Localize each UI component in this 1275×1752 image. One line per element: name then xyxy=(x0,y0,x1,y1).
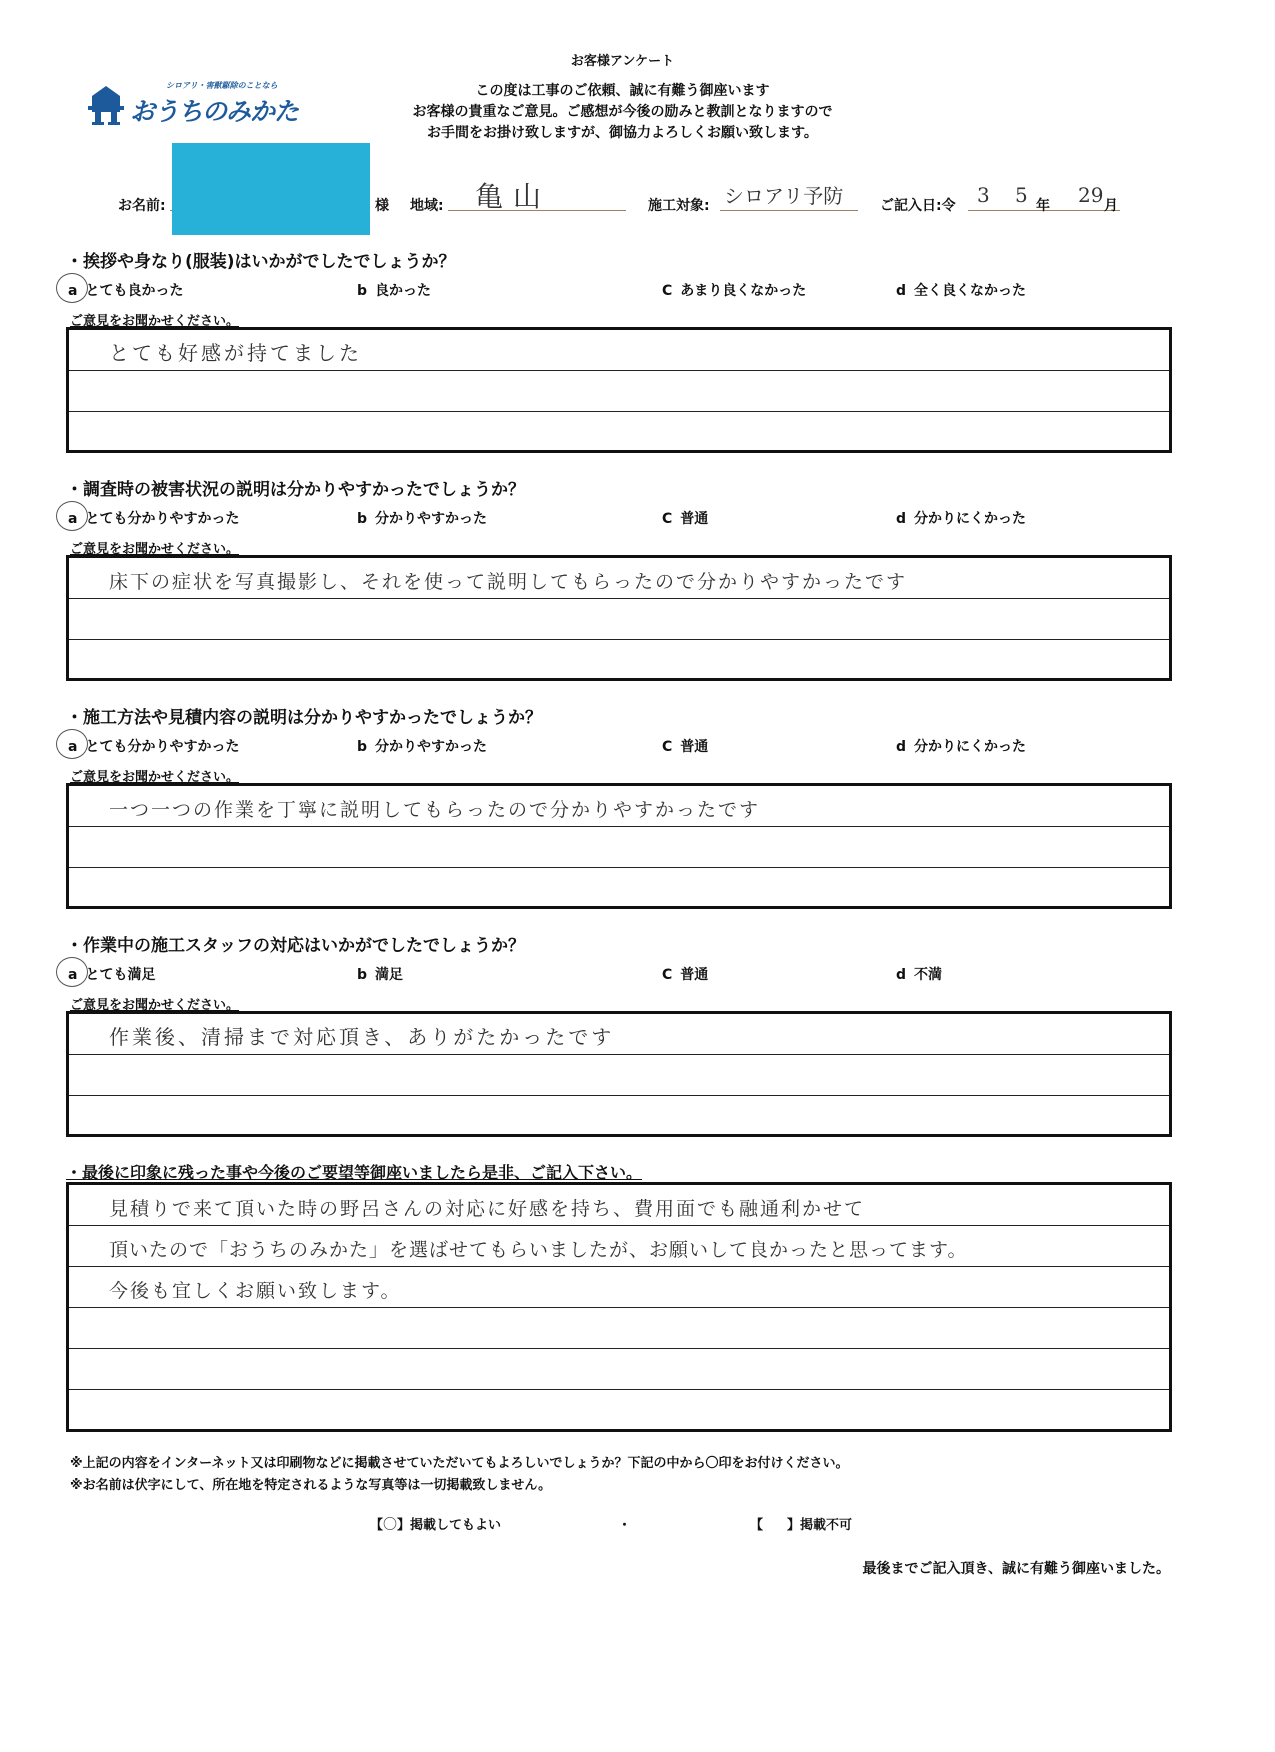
consent-yes-mark: 〇 xyxy=(383,1517,398,1533)
q4-option-b[interactable]: b 満足 xyxy=(357,967,404,983)
comment-line xyxy=(69,1055,1169,1096)
q4-comment-prompt: ご意見をお聞かせください。 xyxy=(70,998,240,1013)
bracket-close: 】 xyxy=(787,1518,801,1533)
consent-no-label: 掲載不可 xyxy=(800,1518,853,1533)
region-value: 亀山 xyxy=(475,180,552,213)
q2-option-b[interactable]: b 分かりやすかった xyxy=(357,511,488,527)
intro-line-2: お客様の貴重なご意見。ご感想が今後の励みと教訓となりますので xyxy=(412,104,833,120)
question-2-title: ・調査時の被害状況の説明は分かりやすかったでしょうか？ xyxy=(66,480,525,500)
q2-option-a[interactable]: a とても分かりやすかった xyxy=(68,511,240,527)
closing-thanks: 最後までご記入頂き、誠に有難う御座いました。 xyxy=(862,1561,1170,1577)
q2-comment-prompt: ご意見をお聞かせください。 xyxy=(70,542,240,557)
date-month-num: 5 xyxy=(1015,183,1028,207)
question-3-title: ・施工方法や見積内容の説明は分かりやすかったでしょうか？ xyxy=(66,708,542,728)
date-month-label: 月 xyxy=(1104,198,1118,214)
comment-line xyxy=(69,640,1169,678)
region-label: 地域: xyxy=(410,198,444,214)
publish-note-2: ※お名前は伏字にして、所在地を特定されるような写真等は一切掲載致しません。 xyxy=(70,1478,552,1493)
comment-line xyxy=(69,412,1169,450)
comment-line xyxy=(69,371,1169,412)
comment-line: 見積りで来て頂いた時の野呂さんの対応に好感を持ち、費用面でも融通利かせて xyxy=(69,1185,1169,1226)
comment-line: 頂いたので「おうちのみかた」を選ばせてもらいましたが、お願いして良かったと思ってます。 xyxy=(69,1226,1169,1267)
consent-no-option[interactable] xyxy=(750,1514,852,1533)
q4-option-a[interactable]: a とても満足 xyxy=(68,967,156,983)
q4-option-d[interactable]: d 不満 xyxy=(896,967,943,983)
q2-option-d[interactable]: d 分かりにくかった xyxy=(896,511,1027,527)
q2-comment-box[interactable] xyxy=(66,555,1172,681)
bracket-open: 【 xyxy=(750,1518,764,1533)
bracket-open: 【 xyxy=(370,1518,384,1533)
q3-option-c[interactable]: C 普通 xyxy=(662,739,709,755)
q2-option-c[interactable]: C 普通 xyxy=(662,511,709,527)
logo-tagline: シロアリ・害獣駆除のことなら xyxy=(166,81,278,90)
form-title: お客様アンケート xyxy=(570,54,675,69)
comment-line xyxy=(69,1349,1169,1390)
name-suffix: 様 xyxy=(375,198,389,214)
comment-line xyxy=(69,827,1169,868)
name-label: お名前: xyxy=(118,198,166,214)
q3-comment-prompt: ご意見をお聞かせください。 xyxy=(70,770,240,785)
q1-option-d[interactable]: d 全く良くなかった xyxy=(896,283,1027,299)
intro-line-3: お手間をお掛け致しますが、御協力よろしくお願い致します。 xyxy=(427,125,818,141)
q3-option-d[interactable]: d 分かりにくかった xyxy=(896,739,1027,755)
comment-line: 床下の症状を写真撮影し、それを使って説明してもらったので分かりやすかったです xyxy=(69,558,1169,599)
comment-line xyxy=(69,1308,1169,1349)
q3-option-a[interactable]: a とても分かりやすかった xyxy=(68,739,240,755)
q1-option-b[interactable]: b 良かった xyxy=(357,283,432,299)
q1-comment-prompt: ご意見をお聞かせください。 xyxy=(70,314,240,329)
q3-comment-box[interactable] xyxy=(66,783,1172,909)
consent-yes-label: 掲載してもよい xyxy=(410,1518,502,1533)
bracket-close: 】 xyxy=(397,1518,411,1533)
intro-line-1: この度は工事のご依頼、誠に有難う御座います xyxy=(475,83,770,99)
question-1-title: ・挨拶や身なり(服装)はいかがでしたでしょうか？ xyxy=(66,252,456,272)
target-label: 施工対象: xyxy=(648,198,710,214)
q1-option-c[interactable]: C あまり良くなかった xyxy=(662,283,807,299)
comment-line xyxy=(69,599,1169,640)
comment-line: とても好感が持てました xyxy=(69,330,1169,371)
comment-line xyxy=(69,868,1169,906)
date-day-num: 29 xyxy=(1078,183,1104,207)
redaction-mask xyxy=(172,143,370,235)
date-year-label: 年 xyxy=(1036,198,1050,214)
final-question-title: ・最後に印象に残った事や今後のご要望等御座いましたら是非、ご記入下さい。 xyxy=(66,1163,643,1182)
comment-line: 一つ一つの作業を丁寧に説明してもらったので分かりやすかったです xyxy=(69,786,1169,827)
comment-line: 今後も宜しくお願い致します。 xyxy=(69,1267,1169,1308)
comment-line xyxy=(69,1096,1169,1134)
q4-option-c[interactable]: C 普通 xyxy=(662,967,709,983)
target-value: シロアリ予防 xyxy=(724,184,844,208)
comment-line: 作業後、清掃まで対応頂き、ありがたかったです xyxy=(69,1014,1169,1055)
consent-separator: ・ xyxy=(618,1518,632,1533)
q4-comment-box[interactable] xyxy=(66,1011,1172,1137)
date-era-year: 3 xyxy=(977,183,990,207)
q3-option-b[interactable]: b 分かりやすかった xyxy=(357,739,488,755)
comment-line xyxy=(69,1390,1169,1429)
q1-option-a[interactable]: a とても良かった xyxy=(68,283,184,299)
q1-comment-box[interactable] xyxy=(66,327,1172,453)
publish-note-1: ※上記の内容をインターネット又は印刷物などに掲載させていただいてもよろしいでしょうか？下記の中から〇印をお付けください。 xyxy=(70,1456,849,1471)
consent-yes-option[interactable] xyxy=(370,1514,501,1534)
date-label: ご記入日:令 xyxy=(880,198,956,214)
question-4-title: ・作業中の施工スタッフの対応はいかがでしたでしょうか？ xyxy=(66,936,525,956)
final-comment-box[interactable] xyxy=(66,1182,1172,1432)
logo-name: おうちのみかた xyxy=(130,97,299,126)
